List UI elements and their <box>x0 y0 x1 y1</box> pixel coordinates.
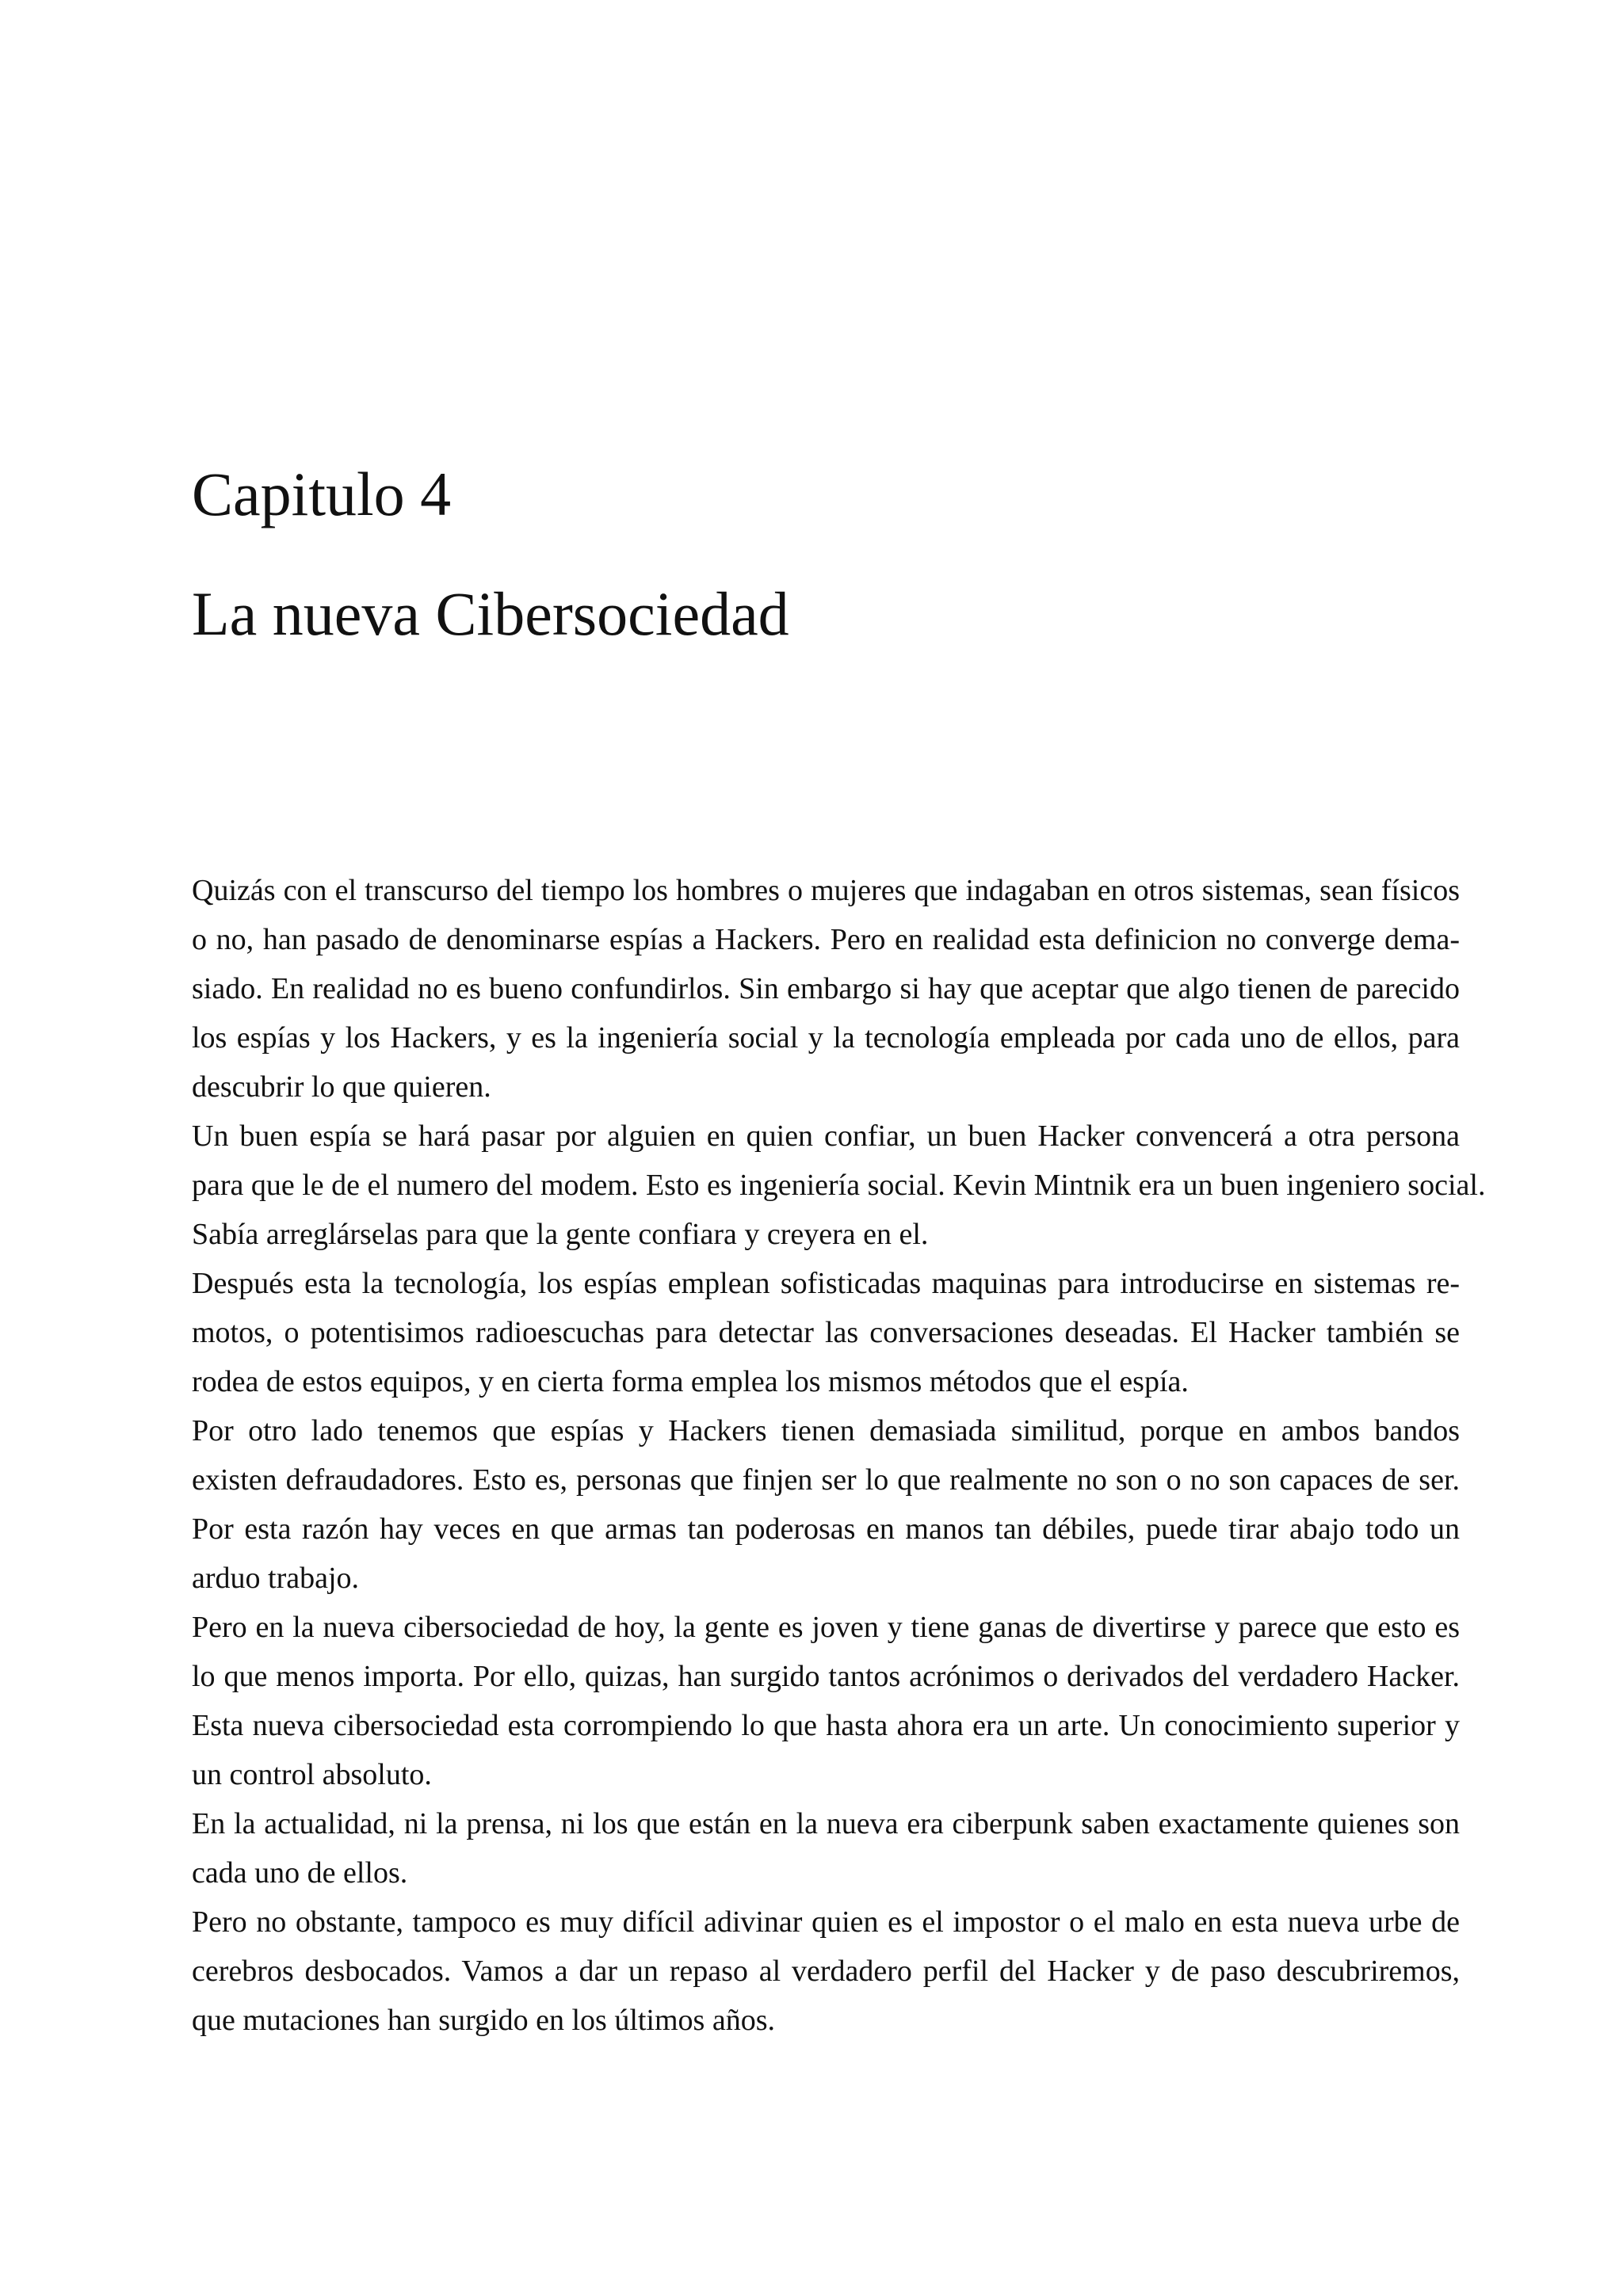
body-line: rodea de estos equipos, y en cierta forma emplea los mismos métodos que el espía. <box>192 1365 1189 1398</box>
body-line: cada uno de ellos. <box>192 1856 408 1890</box>
body-line: Por otro lado tenemos que espías y Hackers tienen demasiada similitud, porque en ambos bandos <box>192 1414 1460 1447</box>
body-line: lo que menos importa. Por ello, quizas, han surgido tantos acrónimos o derivados del verdadero Hacker. <box>192 1660 1460 1693</box>
chapter-title: La nueva Cibersociedad <box>192 579 789 648</box>
body-line: los espías y los Hackers, y es la ingeniería social y la tecnología empleada por cada uno de ellos, para <box>192 1021 1460 1055</box>
body-line: descubrir lo que quieren. <box>192 1070 491 1104</box>
body-line: motos, o potentisimos radioescuchas para detectar las conversaciones deseadas. El Hacker también se <box>192 1316 1460 1349</box>
body-line: o no, han pasado de denominarse espías a Hackers. Pero en realidad esta definicion no converge dema- <box>192 923 1460 956</box>
body-line: Pero no obstante, tampoco es muy difícil adivinar quien es el impostor o el malo en esta nueva urbe de <box>192 1905 1460 1939</box>
body-line: que mutaciones han surgido en los últimos años. <box>192 2004 775 2037</box>
body-line: cerebros desbocados. Vamos a dar un repaso al verdadero perfil del Hacker y de paso descubriremos, <box>192 1955 1460 1988</box>
chapter-number: Capitulo 4 <box>192 460 452 528</box>
body-line: Un buen espía se hará pasar por alguien en quien confiar, un buen Hacker convencerá a otra persona <box>192 1119 1460 1153</box>
body-line: siado. En realidad no es bueno confundirlos. Sin embargo si hay que aceptar que algo tienen de parecido <box>192 972 1460 1005</box>
body-line: Esta nueva cibersociedad esta corrompiendo lo que hasta ahora era un arte. Un conocimiento superior y <box>192 1709 1460 1742</box>
body-line: Pero en la nueva cibersociedad de hoy, la gente es joven y tiene ganas de divertirse y parece que esto es <box>192 1611 1460 1644</box>
body-line: En la actualidad, ni la prensa, ni los que están en la nueva era ciberpunk saben exactamente quienes son <box>192 1807 1460 1840</box>
body-line: un control absoluto. <box>192 1758 432 1791</box>
body-line: Después esta la tecnología, los espías emplean sofisticadas maquinas para introducirse en sistemas re- <box>192 1267 1460 1300</box>
body-line: Sabía arreglárselas para que la gente confiara y creyera en el. <box>192 1218 929 1251</box>
body-text <box>192 866 1486 2045</box>
body-line: existen defraudadores. Esto es, personas que finjen ser lo que realmente no son o no son capaces de ser. <box>192 1463 1460 1497</box>
body-line: para que le de el numero del modem. Esto es ingeniería social. Kevin Mintnik era un buen ingeniero social. <box>192 1169 1486 1202</box>
body-line: arduo trabajo. <box>192 1562 360 1595</box>
body-line: Quizás con el transcurso del tiempo los hombres o mujeres que indagaban en otros sistemas, sean físicos <box>192 874 1460 907</box>
body-line: Por esta razón hay veces en que armas tan poderosas en manos tan débiles, puede tirar abajo todo un <box>192 1512 1460 1546</box>
